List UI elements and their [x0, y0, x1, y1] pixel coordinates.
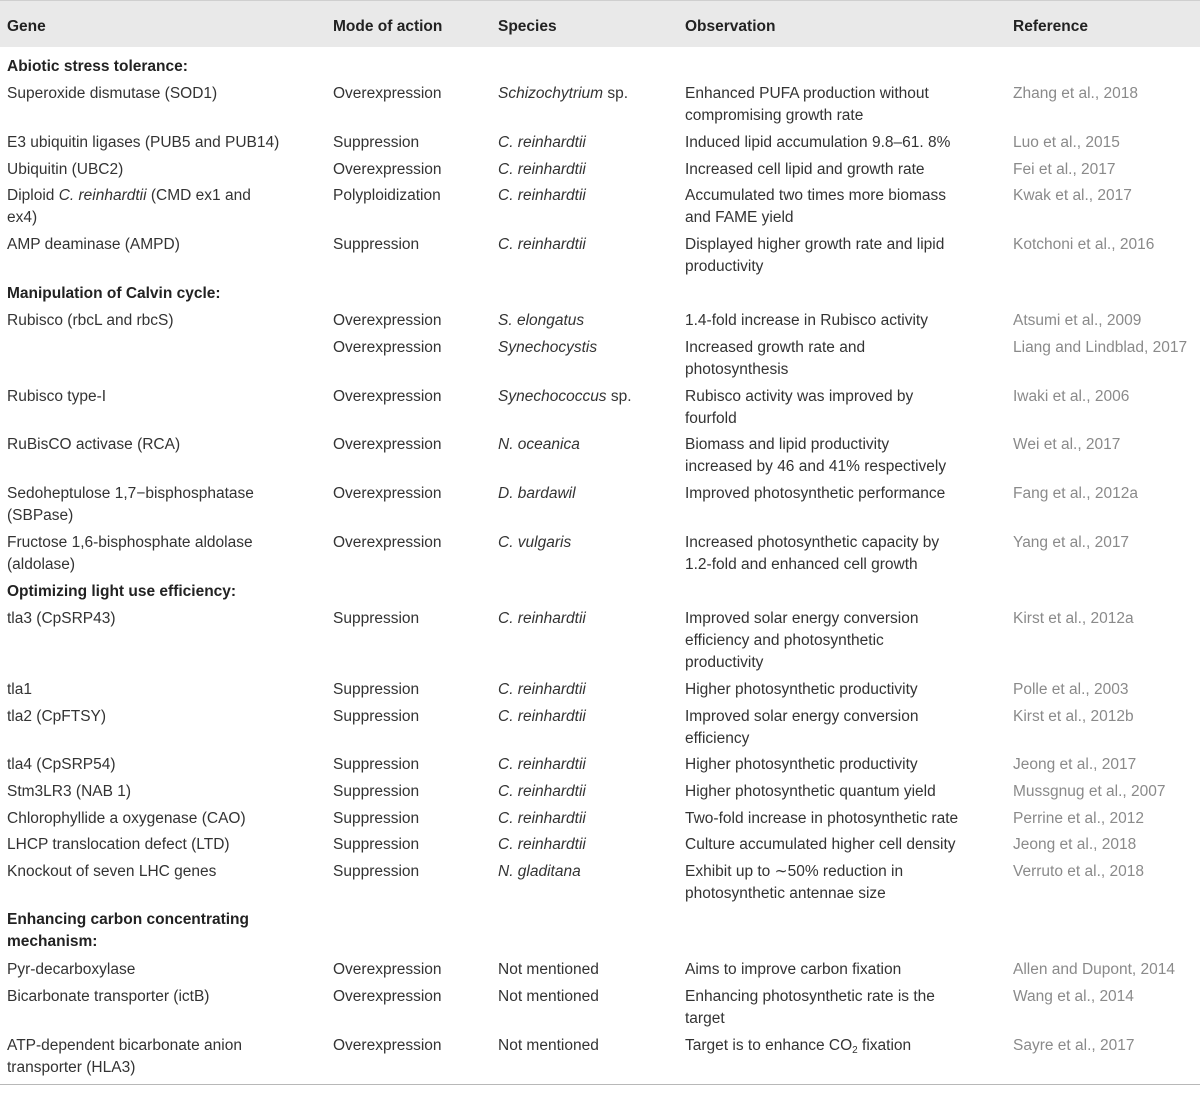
gene-cell: tla3 (CpSRP43) [7, 610, 116, 627]
gene-cell: Sedoheptulose 1,7−bisphosphatase (SBPase) [7, 485, 254, 524]
reference-cell: Wei et al., 2017 [1013, 436, 1121, 453]
species-name: C. reinhardtii [498, 134, 586, 151]
gene-cell: Bicarbonate transporter (ictB) [7, 988, 210, 1005]
gene-cell: AMP deaminase (AMPD) [7, 236, 180, 253]
species-cell [498, 483, 678, 505]
species-suffix: sp. [603, 85, 629, 102]
observation-cell: 1.4-fold increase in Rubisco activity [685, 312, 928, 329]
species-name: C. reinhardtii [498, 681, 586, 698]
species-cell [498, 781, 678, 803]
reference-cell: Allen and Dupont, 2014 [1013, 961, 1176, 978]
reference-cell: Fei et al., 2017 [1013, 161, 1116, 178]
gene-cell: tla1 [7, 681, 32, 698]
gene-cell: tla4 (CpSRP54) [7, 756, 116, 773]
reference-cell: Yang et al., 2017 [1013, 534, 1130, 551]
section-title: Abiotic stress tolerance: [7, 58, 188, 75]
gene-cell: ATP-dependent bicarbonate anion transporter (HLA3) [7, 1037, 242, 1076]
mode-cell: Overexpression [333, 988, 442, 1005]
reference-cell: Jeong et al., 2017 [1013, 756, 1137, 773]
mode-cell: Suppression [333, 783, 420, 800]
observation-cell: Biomass and lipid productivity increased by 46 and 41% respectively [685, 436, 947, 475]
species-cell [498, 434, 678, 456]
species-cell [498, 608, 678, 630]
table-header [0, 0, 1200, 47]
species-cell [498, 132, 678, 154]
reference-cell: Luo et al., 2015 [1013, 134, 1120, 151]
observation-cell: Enhanced PUFA production without compromising growth rate [685, 85, 929, 124]
mode-cell: Overexpression [333, 1037, 442, 1054]
reference-cell: Kirst et al., 2012a [1013, 610, 1134, 627]
gene-cell: Superoxide dismutase (SOD1) [7, 85, 218, 102]
observation-cell: Aims to improve carbon fixation [685, 961, 902, 978]
header-species: Species [498, 18, 557, 35]
mode-cell: Suppression [333, 236, 420, 253]
gene-species-italic: C. reinhardtii [58, 187, 147, 204]
gene-cell: Ubiquitin (UBC2) [7, 161, 124, 178]
species-cell [498, 754, 678, 776]
species-cell [498, 386, 678, 408]
table-bottom-rule [0, 1084, 1200, 1085]
observation-cell: Improved solar energy conversion efficiency [685, 708, 919, 747]
mode-cell: Overexpression [333, 388, 442, 405]
observation-cell: Improved solar energy conversion efficiency and photosynthetic productivity [685, 610, 919, 671]
reference-cell: Kwak et al., 2017 [1013, 187, 1132, 204]
mode-cell: Overexpression [333, 161, 442, 178]
species-name: C. reinhardtii [498, 836, 586, 853]
gene-cell: Knockout of seven LHC genes [7, 863, 217, 880]
species-name: C. reinhardtii [498, 161, 586, 178]
mode-cell: Overexpression [333, 485, 442, 502]
species-cell [498, 808, 678, 830]
mode-cell: Suppression [333, 863, 420, 880]
observation-cell: Displayed higher growth rate and lipid productivity [685, 236, 945, 275]
gene-text: Diploid [7, 187, 59, 204]
gene-cell: Fructose 1,6-bisphosphate aldolase (aldolase) [7, 534, 253, 573]
species-name: C. reinhardtii [498, 610, 586, 627]
observation-cell: Increased cell lipid and growth rate [685, 161, 925, 178]
observation-cell [685, 1035, 995, 1057]
mode-cell: Suppression [333, 610, 420, 627]
gene-cell: Rubisco type-I [7, 388, 107, 405]
mode-cell: Overexpression [333, 534, 442, 551]
reference-cell: Zhang et al., 2018 [1013, 85, 1138, 102]
reference-cell: Jeong et al., 2018 [1013, 836, 1137, 853]
observation-cell: Culture accumulated higher cell density [685, 836, 956, 853]
reference-cell: Mussgnug et al., 2007 [1013, 783, 1166, 800]
mode-cell: Suppression [333, 681, 420, 698]
observation-cell: Increased growth rate and photosynthesis [685, 339, 866, 378]
species-name: C. reinhardtii [498, 187, 586, 204]
species-cell [498, 234, 678, 256]
mode-cell: Polyploidization [333, 187, 441, 204]
reference-cell: Verruto et al., 2018 [1013, 863, 1144, 880]
header-observation: Observation [685, 18, 776, 35]
observation-cell: Higher photosynthetic quantum yield [685, 783, 936, 800]
species-cell [498, 83, 678, 105]
gene-cell: E3 ubiquitin ligases (PUB5 and PUB14) [7, 134, 280, 151]
species-name: S. elongatus [498, 312, 585, 329]
observation-subscript: 2 [852, 1045, 858, 1056]
species-cell [498, 337, 678, 359]
observation-cell: Induced lipid accumulation 9.8–61. 8% [685, 134, 951, 151]
species-cell [498, 834, 678, 856]
species-cell [498, 532, 678, 554]
gene-cell: LHCP translocation defect (LTD) [7, 836, 230, 853]
mode-cell: Suppression [333, 810, 420, 827]
species-cell [498, 861, 678, 883]
mode-cell: Suppression [333, 134, 420, 151]
species-cell [498, 706, 678, 728]
header-reference: Reference [1013, 18, 1088, 35]
species-cell [498, 310, 678, 332]
reference-cell: Kotchoni et al., 2016 [1013, 236, 1155, 253]
species-name: Synechococcus [498, 388, 607, 405]
observation-cell: Increased photosynthetic capacity by 1.2-fold and enhanced cell growth [685, 534, 940, 573]
species-name: C. reinhardtii [498, 756, 586, 773]
reference-cell: Iwaki et al., 2006 [1013, 388, 1130, 405]
gene-text: (CMD ex1 and ex4) [7, 187, 251, 226]
observation-cell: Exhibit up to ∼50% reduction in photosynthetic antennae size [685, 863, 904, 902]
reference-cell: Perrine et al., 2012 [1013, 810, 1144, 827]
gene-cell: tla2 (CpFTSY) [7, 708, 107, 725]
species-name: C. reinhardtii [498, 783, 586, 800]
observation-text: fixation [857, 1037, 912, 1054]
species-cell [498, 185, 678, 207]
observation-cell: Rubisco activity was improved by fourfold [685, 388, 914, 427]
species-name: C. reinhardtii [498, 810, 586, 827]
observation-cell: Higher photosynthetic productivity [685, 756, 918, 773]
observation-cell: Improved photosynthetic performance [685, 485, 946, 502]
gene-cell: RuBisCO activase (RCA) [7, 436, 181, 453]
reference-cell: Sayre et al., 2017 [1013, 1037, 1135, 1054]
mode-cell: Suppression [333, 836, 420, 853]
reference-cell: Wang et al., 2014 [1013, 988, 1134, 1005]
observation-text: Target is to enhance CO [685, 1037, 853, 1054]
gene-cell [7, 185, 322, 229]
gene-cell: Pyr-decarboxylase [7, 961, 136, 978]
section-title: Manipulation of Calvin cycle: [7, 285, 221, 302]
mode-cell: Overexpression [333, 339, 442, 356]
reference-cell: Kirst et al., 2012b [1013, 708, 1134, 725]
observation-cell: Accumulated two times more biomass and FAME yield [685, 187, 947, 226]
header-mode-of-action: Mode of action [333, 18, 443, 35]
observation-cell: Higher photosynthetic productivity [685, 681, 918, 698]
section-title: Enhancing carbon concentrating mechanism: [7, 911, 249, 950]
gene-cell: Rubisco (rbcL and rbcS) [7, 312, 174, 329]
observation-cell: Enhancing photosynthetic rate is the target [685, 988, 935, 1027]
mode-cell: Suppression [333, 708, 420, 725]
species-name: N. gladitana [498, 863, 581, 880]
species-suffix: sp. [606, 388, 632, 405]
species-cell: Not mentioned [498, 1037, 599, 1054]
mode-cell: Overexpression [333, 312, 442, 329]
mode-cell: Suppression [333, 756, 420, 773]
header-gene: Gene [7, 18, 46, 35]
section-title: Optimizing light use efficiency: [7, 583, 237, 600]
reference-cell: Liang and Lindblad, 2017 [1013, 339, 1188, 356]
mode-cell: Overexpression [333, 85, 442, 102]
reference-cell: Polle et al., 2003 [1013, 681, 1129, 698]
species-name: N. oceanica [498, 436, 580, 453]
gene-cell: Stm3LR3 (NAB 1) [7, 783, 132, 800]
mode-cell: Overexpression [333, 436, 442, 453]
reference-cell: Fang et al., 2012a [1013, 485, 1138, 502]
reference-cell: Atsumi et al., 2009 [1013, 312, 1142, 329]
species-name: C. vulgaris [498, 534, 572, 551]
species-cell [498, 159, 678, 181]
species-cell: Not mentioned [498, 988, 599, 1005]
species-name: C. reinhardtii [498, 236, 586, 253]
gene-cell: Chlorophyllide a oxygenase (CAO) [7, 810, 246, 827]
mode-cell: Overexpression [333, 961, 442, 978]
species-cell: Not mentioned [498, 961, 599, 978]
species-cell [498, 679, 678, 701]
species-name: Synechocystis [498, 339, 598, 356]
observation-cell: Two-fold increase in photosynthetic rate [685, 810, 959, 827]
species-name: C. reinhardtii [498, 708, 586, 725]
species-name: D. bardawil [498, 485, 576, 502]
species-name: Schizochytrium [498, 85, 604, 102]
